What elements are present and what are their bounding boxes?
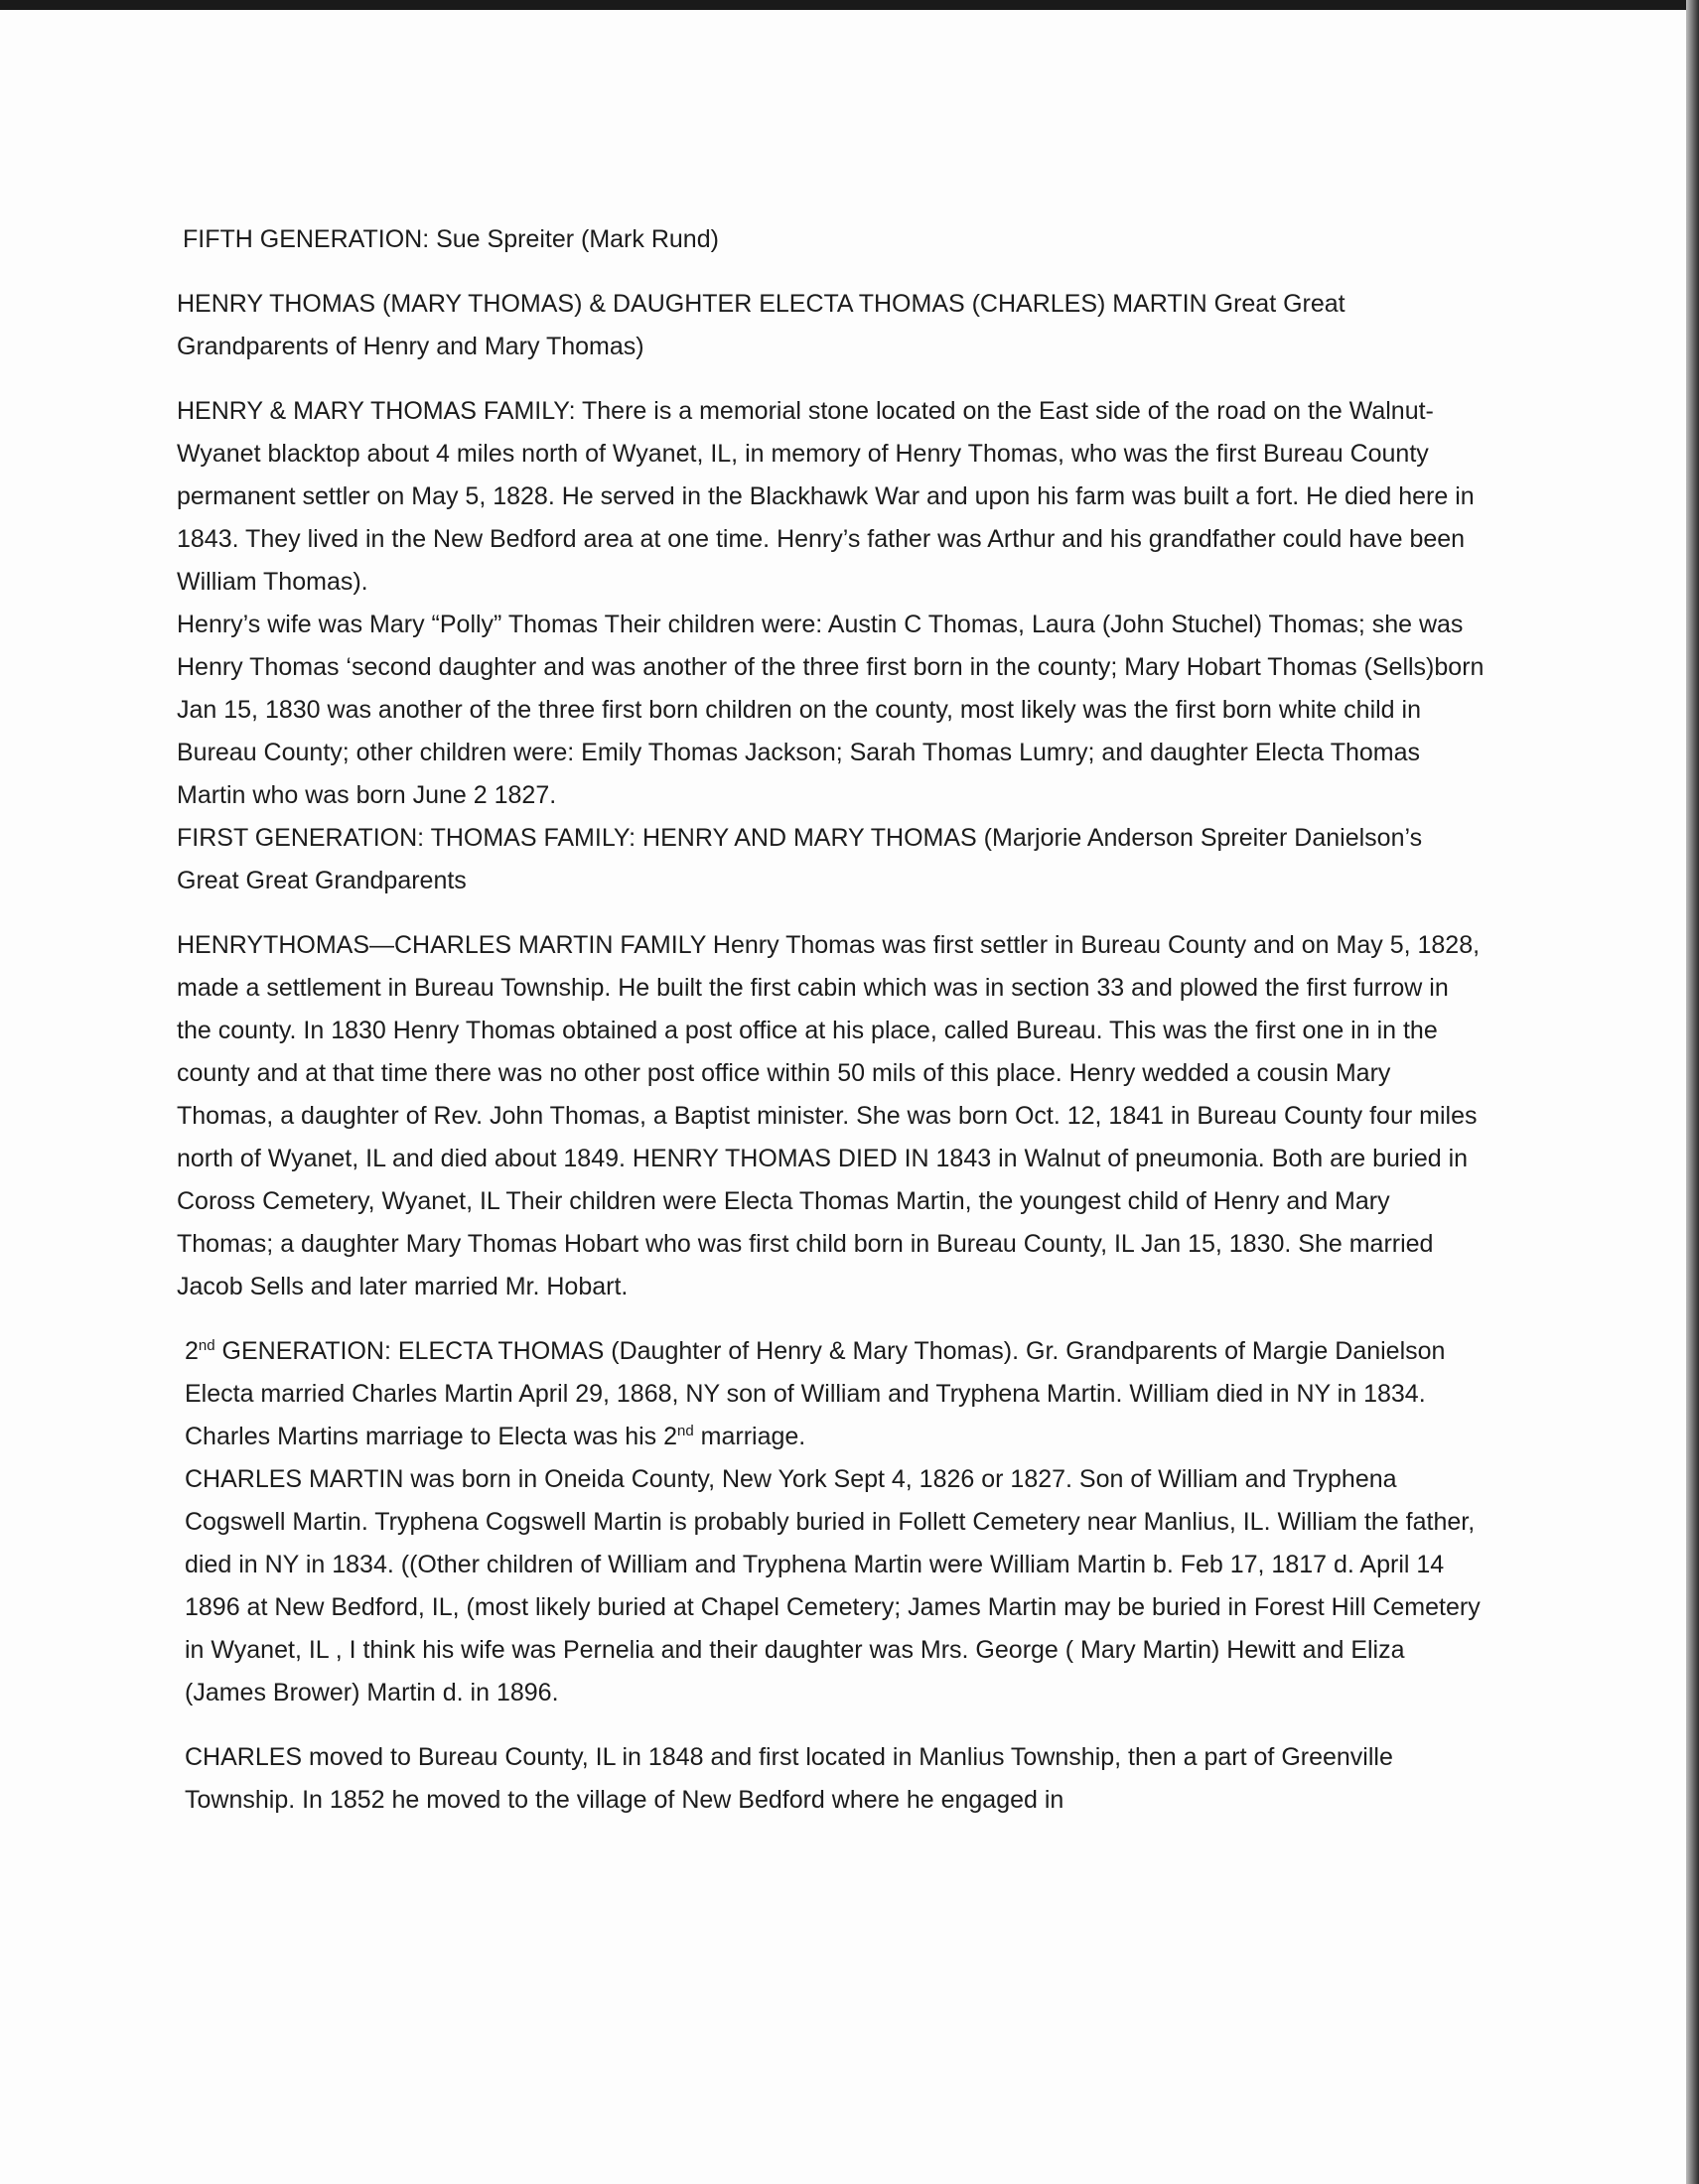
- family-subheading: HENRY THOMAS (MARY THOMAS) & DAUGHTER ELECTA THOMAS (CHARLES) MARTIN Great Great Grandparents of Henry and Mary Thomas): [177, 290, 1345, 360]
- second-generation-text: GENERATION: ELECTA THOMAS (Daughter of Henry & Mary Thomas). Gr. Grandparents of Margie Danielson: [214, 1337, 1446, 1365]
- electa-marriage-text: Electa married Charles Martin April 29, 1868, NY son of William and Tryphena Martin. William died in NY in 1834. Charles Martins marriage to Electa was his 2: [185, 1380, 1426, 1450]
- electa-marriage-end: marriage.: [693, 1423, 806, 1450]
- document-body: [177, 218, 1487, 1843]
- charles-moved-paragraph: CHARLES moved to Bureau County, IL in 1848 and first located in Manlius Township, then a part of Greenville Township. In 1852 he moved to the village of New Bedford where he engaged in: [185, 1743, 1393, 1814]
- scanned-page: [0, 10, 1686, 2184]
- henry-thomas-charles-martin-paragraph: HENRYTHOMAS—CHARLES MARTIN FAMILY Henry Thomas was first settler in Bureau County and on May 5, 1828, made a settlement in Bureau Township. He built the first cabin which was in section 33 and plowed the first furrow in the county. In 1830 Henry Thomas obtained a post office at his place, called Bureau. This was the first one in in the county and at that time there was no other post office within 50 mils of this place. Henry wedded a cousin Mary Thomas, a daughter of Rev. John Thomas, a Baptist minister. She was born Oct. 12, 1841 in Bureau County four miles north of Wyanet, IL and died about 1849. HENRY THOMAS DIED IN 1843 in Walnut of pneumonia. Both are buried in Coross Cemetery, Wyanet, IL Their children were Electa Thomas Martin, the youngest child of Henry and Mary Thomas; a daughter Mary Thomas Hobart who was first child born in Bureau County, IL Jan 15, 1830. She married Jacob Sells and later married Mr. Hobart.: [177, 931, 1481, 1300]
- electa-marriage-paragraph: [177, 1373, 1487, 1458]
- fifth-generation-heading: FIFTH GENERATION: Sue Spreiter (Mark Rund): [183, 225, 719, 253]
- first-generation-paragraph: FIRST GENERATION: THOMAS FAMILY: HENRY AND MARY THOMAS (Marjorie Anderson Spreiter Danielson’s Great Great Grandparents: [177, 824, 1423, 894]
- second-generation-number: 2: [185, 1337, 199, 1365]
- ordinal-suffix: nd: [198, 1337, 215, 1354]
- ordinal-suffix: nd: [677, 1423, 694, 1439]
- wife-children-paragraph: Henry’s wife was Mary “Polly” Thomas Their children were: Austin C Thomas, Laura (John Stuchel) Thomas; she was Henry Thomas ‘second daughter and was another of the three first born in the county; Mary Hobart Thomas (Sells)born Jan 15, 1830 was another of the three first born children on the county, most likely was the first born white child in Bureau County; other children were: Emily Thomas Jackson; Sarah Thomas Lumry; and daughter Electa Thomas Martin who was born June 2 1827.: [177, 611, 1485, 809]
- scan-edge: [1686, 0, 1699, 2184]
- charles-martin-born-paragraph: CHARLES MARTIN was born in Oneida County, New York Sept 4, 1826 or 1827. Son of William and Tryphena Cogswell Martin. Tryphena Cogswell Martin is probably buried in Follett Cemetery near Manlius, IL. William the father, died in NY in 1834. ((Other children of William and Tryphena Martin were William Martin b. Feb 17, 1817 d. April 14 1896 at New Bedford, IL, (most likely buried at Chapel Cemetery; James Martin may be buried in Forest Hill Cemetery in Wyanet, IL , I think his wife was Pernelia and their daughter was Mrs. George ( Mary Martin) Hewitt and Eliza (James Brower) Martin d. in 1896.: [185, 1465, 1481, 1706]
- henry-mary-family-paragraph: HENRY & MARY THOMAS FAMILY: There is a memorial stone located on the East side of the road on the Walnut-Wyanet blacktop about 4 miles north of Wyanet, IL, in memory of Henry Thomas, who was the first Bureau County permanent settler on May 5, 1828. He served in the Blackhawk War and upon his farm was built a fort. He died here in 1843. They lived in the New Bedford area at one time. Henry’s father was Arthur and his grandfather could have been William Thomas).: [177, 397, 1475, 596]
- second-generation-heading: [177, 1330, 1487, 1373]
